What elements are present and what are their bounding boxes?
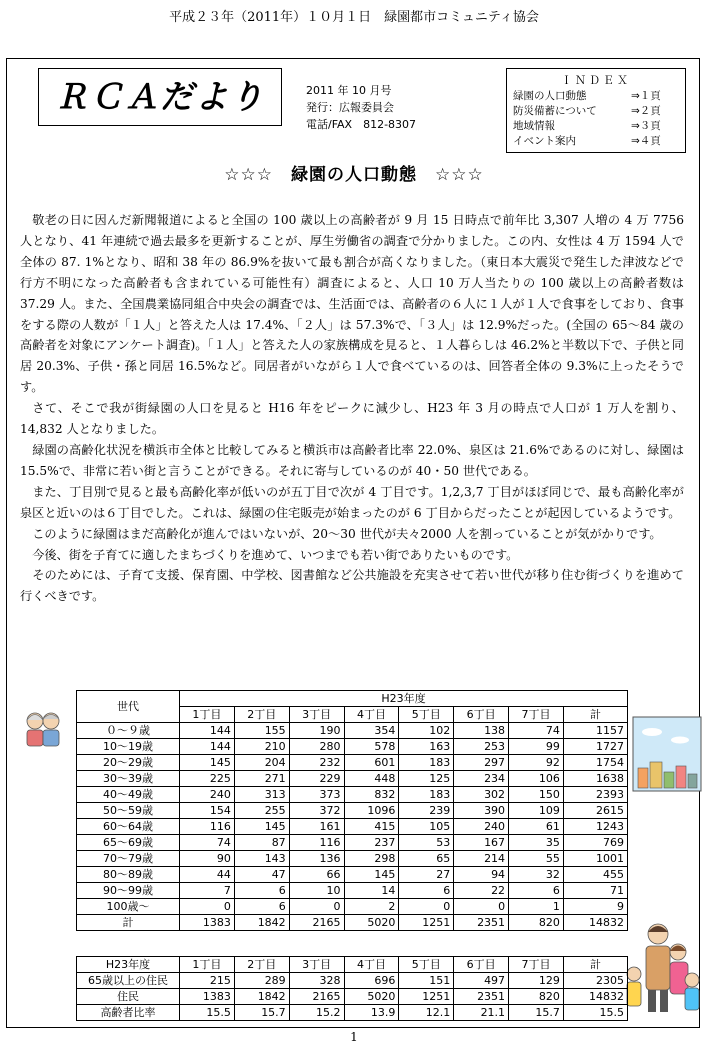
row-label: 90～99歳 bbox=[77, 883, 180, 899]
table-row bbox=[77, 867, 628, 883]
table-cell: 65 bbox=[399, 851, 454, 867]
table-cell: 12.1 bbox=[399, 1005, 454, 1021]
table-cell: 183 bbox=[399, 787, 454, 803]
table-cell: 328 bbox=[289, 973, 344, 989]
column-header: 7丁目 bbox=[509, 957, 564, 973]
table-cell: 280 bbox=[289, 739, 344, 755]
table-cell: 302 bbox=[454, 787, 509, 803]
row-label: 40～49歳 bbox=[77, 787, 180, 803]
table-cell: 15.7 bbox=[234, 1005, 289, 1021]
row-label: 65歳以上の住民 bbox=[77, 973, 180, 989]
publication-info bbox=[306, 82, 416, 133]
table-cell: 7 bbox=[180, 883, 235, 899]
table-cell: 1383 bbox=[180, 989, 235, 1005]
table-cell: 297 bbox=[454, 755, 509, 771]
population-by-age-table bbox=[76, 690, 628, 931]
table-cell: 74 bbox=[180, 835, 235, 851]
table-cell: 116 bbox=[289, 835, 344, 851]
table-cell: 239 bbox=[399, 803, 454, 819]
table-cell: 14832 bbox=[563, 989, 627, 1005]
table-cell: 253 bbox=[454, 739, 509, 755]
table-cell: 99 bbox=[509, 739, 564, 755]
index-item-label: 地域情報 bbox=[513, 120, 555, 132]
table-cell: 102 bbox=[399, 723, 454, 739]
table-cell: 9 bbox=[563, 899, 627, 915]
index-item-label: 防災備蓄について bbox=[513, 105, 597, 117]
table-cell: 2305 bbox=[563, 973, 627, 989]
table-cell: 2393 bbox=[563, 787, 627, 803]
family-illustration bbox=[622, 918, 704, 1018]
column-header: 2丁目 bbox=[234, 957, 289, 973]
table-cell: 1157 bbox=[563, 723, 627, 739]
table-cell: 21.1 bbox=[454, 1005, 509, 1021]
table-cell: 53 bbox=[399, 835, 454, 851]
table-cell: 145 bbox=[234, 819, 289, 835]
row-label: 住民 bbox=[77, 989, 180, 1005]
column-header: 2丁目 bbox=[234, 707, 289, 723]
table-cell: 15.7 bbox=[509, 1005, 564, 1021]
table-cell: 497 bbox=[454, 973, 509, 989]
article-paragraph: 緑園の高齢化状況を横浜市全体と比較してみると横浜市は高齢者比率 22.0%、泉区は 21.6%であるのに対し、緑園は 15.5%で、非常に若い街と言うことができる。それに寄与しているのが 40・50 世代である。 bbox=[20, 442, 684, 478]
elderly-ratio-table bbox=[76, 956, 628, 1021]
table-cell: 1383 bbox=[180, 915, 235, 931]
table-cell: 204 bbox=[234, 755, 289, 771]
column-header: 4丁目 bbox=[344, 957, 399, 973]
index-item bbox=[513, 134, 679, 149]
table-cell: 354 bbox=[344, 723, 399, 739]
table-row bbox=[77, 1005, 628, 1021]
table-cell: 215 bbox=[180, 973, 235, 989]
page-number: 1 bbox=[350, 1030, 358, 1044]
table-cell: 769 bbox=[563, 835, 627, 851]
table-cell: 94 bbox=[454, 867, 509, 883]
table-cell: 820 bbox=[509, 989, 564, 1005]
table-cell: 150 bbox=[509, 787, 564, 803]
table-cell: 372 bbox=[289, 803, 344, 819]
table-cell: 2165 bbox=[289, 915, 344, 931]
issue-date: 2011 年 10 月号 bbox=[306, 84, 392, 97]
table-corner-generation: 世代 bbox=[77, 691, 180, 723]
index-box bbox=[506, 68, 686, 153]
table-cell: 183 bbox=[399, 755, 454, 771]
table-cell: 1842 bbox=[234, 989, 289, 1005]
table-cell: 214 bbox=[454, 851, 509, 867]
row-label: 100歳～ bbox=[77, 899, 180, 915]
table-cell: 44 bbox=[180, 867, 235, 883]
table-cell: 143 bbox=[234, 851, 289, 867]
table-cell: 167 bbox=[454, 835, 509, 851]
column-header: 5丁目 bbox=[399, 707, 454, 723]
city-skyline-illustration bbox=[632, 716, 702, 792]
phone-fax: 電話/FAX 812-8307 bbox=[306, 118, 417, 131]
table-cell: 145 bbox=[180, 755, 235, 771]
index-item bbox=[513, 89, 679, 104]
table-cell: 6 bbox=[234, 899, 289, 915]
row-label: 高齢者比率 bbox=[77, 1005, 180, 1021]
table-cell: 14832 bbox=[563, 915, 627, 931]
table-row bbox=[77, 835, 628, 851]
table-cell: 229 bbox=[289, 771, 344, 787]
table-cell: 138 bbox=[454, 723, 509, 739]
table-cell: 15.5 bbox=[180, 1005, 235, 1021]
table-cell: 2351 bbox=[454, 989, 509, 1005]
table-cell: 237 bbox=[344, 835, 399, 851]
table-cell: 144 bbox=[180, 723, 235, 739]
index-item bbox=[513, 104, 679, 119]
table-row bbox=[77, 739, 628, 755]
table-cell: 2 bbox=[344, 899, 399, 915]
table-cell: 145 bbox=[344, 867, 399, 883]
article-paragraph: 敬老の日に因んだ新聞報道によると全国の 100 歳以上の高齢者が 9 月 15 日時点で前年比 3,307 人増の 4 万 7756 人となり、41 年連続で過去最多を更新することが、厚生労働省の調査で分かりました。この内、女性は 4 万 1594 人で全体の 87. 1%となり、昭和 38 年の 86.9%を抜いて最も割合が高くなりました。（東日本大震災で発生した津波などで行方不明になった高齢者も含まれている可能性有）調査によると、人口 10 万人当たりの 100 歳以上の高齢者数は 37.29 人。また、全国農業協同組合中央会の調査では、生活面では、高齢者の６人に１人が１人で食事をしており、食事をする際の人数が「１人」と答えた人は 17.4%、「２人」は 57.3%で、「３人」は 12.9%だった。(全国の 65～84 歳の高齢者を対象にアンケート調査)。「１人」と答えた人の家族構成を見ると、１人暮らしは 46.2%と半数以下で、子供と同居 20.3%、子供・孫と同居 16.5%など。同居者がいながら１人で食べているのは、回答者全体の 9.3%に上ったそうです。 bbox=[20, 213, 684, 395]
table-row bbox=[77, 723, 628, 739]
table-cell: 125 bbox=[399, 771, 454, 787]
table-cell: 448 bbox=[344, 771, 399, 787]
table-cell: 92 bbox=[509, 755, 564, 771]
table-cell: 578 bbox=[344, 739, 399, 755]
column-header: 計 bbox=[563, 957, 627, 973]
table-cell: 240 bbox=[454, 819, 509, 835]
table-cell: 1251 bbox=[399, 915, 454, 931]
table-cell: 0 bbox=[180, 899, 235, 915]
table-row bbox=[77, 883, 628, 899]
table-cell: 163 bbox=[399, 739, 454, 755]
table-cell: 1096 bbox=[344, 803, 399, 819]
article-body bbox=[20, 210, 684, 607]
column-header: 6丁目 bbox=[454, 957, 509, 973]
column-header: 3丁目 bbox=[289, 957, 344, 973]
table-cell: 1243 bbox=[563, 819, 627, 835]
index-item-page: ⇒３頁 bbox=[631, 120, 661, 132]
table-cell: 27 bbox=[399, 867, 454, 883]
table-cell: 0 bbox=[454, 899, 509, 915]
row-label: 50～59歳 bbox=[77, 803, 180, 819]
row-label: 20～29歳 bbox=[77, 755, 180, 771]
table-cell: 6 bbox=[509, 883, 564, 899]
table-cell: 313 bbox=[234, 787, 289, 803]
table-cell: 87 bbox=[234, 835, 289, 851]
table-cell: 832 bbox=[344, 787, 399, 803]
table-cell: 14 bbox=[344, 883, 399, 899]
column-header: 1丁目 bbox=[180, 707, 235, 723]
table-cell: 1842 bbox=[234, 915, 289, 931]
row-label: 10～19歳 bbox=[77, 739, 180, 755]
table-cell: 298 bbox=[344, 851, 399, 867]
row-label: 65～69歳 bbox=[77, 835, 180, 851]
table-corner-year: H23年度 bbox=[77, 957, 180, 973]
table-cell: 136 bbox=[289, 851, 344, 867]
table-cell: 255 bbox=[234, 803, 289, 819]
table-cell: 66 bbox=[289, 867, 344, 883]
table-cell: 240 bbox=[180, 787, 235, 803]
table-row bbox=[77, 973, 628, 989]
index-item bbox=[513, 119, 679, 134]
table-cell: 6 bbox=[234, 883, 289, 899]
table-cell: 190 bbox=[289, 723, 344, 739]
table-cell: 234 bbox=[454, 771, 509, 787]
table-cell: 35 bbox=[509, 835, 564, 851]
table-cell: 161 bbox=[289, 819, 344, 835]
index-item-label: 緑園の人口動態 bbox=[513, 90, 587, 102]
table-cell: 154 bbox=[180, 803, 235, 819]
table-cell: 1251 bbox=[399, 989, 454, 1005]
article-title: ☆☆☆ 緑園の人口動態 ☆☆☆ bbox=[224, 165, 484, 185]
table-cell: 601 bbox=[344, 755, 399, 771]
row-label: 70～79歳 bbox=[77, 851, 180, 867]
table-cell: 0 bbox=[289, 899, 344, 915]
table-cell: 1754 bbox=[563, 755, 627, 771]
row-label: 80～89歳 bbox=[77, 867, 180, 883]
table-row bbox=[77, 819, 628, 835]
table-cell: 1 bbox=[509, 899, 564, 915]
table-cell: 1727 bbox=[563, 739, 627, 755]
table-row bbox=[77, 771, 628, 787]
column-header: 3丁目 bbox=[289, 707, 344, 723]
index-item-page: ⇒２頁 bbox=[631, 105, 661, 117]
table-cell: 106 bbox=[509, 771, 564, 787]
table-cell: 32 bbox=[509, 867, 564, 883]
table-cell: 155 bbox=[234, 723, 289, 739]
table-cell: 820 bbox=[509, 915, 564, 931]
article-paragraph: さて、そこで我が街緑園の人口を見ると H16 年をピークに減少し、H23 年 3 月の時点で人口が 1 万人を割り、14,832 人となりました。 bbox=[20, 401, 684, 437]
table-row bbox=[77, 851, 628, 867]
table-cell: 129 bbox=[509, 973, 564, 989]
table-cell: 144 bbox=[180, 739, 235, 755]
index-item-page: ⇒４頁 bbox=[631, 135, 661, 147]
table-cell: 210 bbox=[234, 739, 289, 755]
table-cell: 55 bbox=[509, 851, 564, 867]
table-cell: 105 bbox=[399, 819, 454, 835]
table-cell: 696 bbox=[344, 973, 399, 989]
row-label: 60～64歳 bbox=[77, 819, 180, 835]
table-cell: 47 bbox=[234, 867, 289, 883]
column-header: 6丁目 bbox=[454, 707, 509, 723]
newsletter-logo: ＲＣＡだより bbox=[38, 68, 282, 126]
article-paragraph: また、丁目別で見ると最も高齢化率が低いのが五丁目で次が 4 丁目です。1,2,3,7 丁目がほぼ同じで、最も高齢化率が泉区と近いのは６丁目でした。これは、緑園の住宅販売が始まったのが 6 丁目からだったことが起因しているようです。 bbox=[20, 484, 684, 520]
table-cell: 151 bbox=[399, 973, 454, 989]
table-cell: 1638 bbox=[563, 771, 627, 787]
table-group-header: H23年度 bbox=[180, 691, 628, 707]
column-header: 5丁目 bbox=[399, 957, 454, 973]
table-cell: 415 bbox=[344, 819, 399, 835]
table-cell: 15.2 bbox=[289, 1005, 344, 1021]
running-header: 平成２３年（2011年）１０月１日 緑園都市コミュニティ協会 bbox=[169, 10, 539, 25]
table-cell: 5020 bbox=[344, 915, 399, 931]
table-cell: 0 bbox=[399, 899, 454, 915]
table-row bbox=[77, 899, 628, 915]
table-cell: 6 bbox=[399, 883, 454, 899]
table-cell: 5020 bbox=[344, 989, 399, 1005]
table-cell: 116 bbox=[180, 819, 235, 835]
index-title: ＩＮＤＥＸ bbox=[561, 74, 631, 87]
table-cell: 109 bbox=[509, 803, 564, 819]
column-header: 1丁目 bbox=[180, 957, 235, 973]
column-header: 7丁目 bbox=[509, 707, 564, 723]
table-row bbox=[77, 989, 628, 1005]
row-label: 計 bbox=[77, 915, 180, 931]
table-cell: 455 bbox=[563, 867, 627, 883]
elderly-couple-illustration bbox=[22, 708, 64, 748]
column-header: 4丁目 bbox=[344, 707, 399, 723]
table-cell: 289 bbox=[234, 973, 289, 989]
table-cell: 15.5 bbox=[563, 1005, 627, 1021]
publisher: 発行：広報委員会 bbox=[306, 101, 394, 114]
table-cell: 225 bbox=[180, 771, 235, 787]
table-cell: 2615 bbox=[563, 803, 627, 819]
article-paragraph: そのためには、子育て支援、保育園、中学校、図書館など公共施設を充実させて若い世代が移り住む街づくりを進めて行くべきです。 bbox=[20, 568, 684, 604]
table-row bbox=[77, 915, 628, 931]
table-cell: 22 bbox=[454, 883, 509, 899]
table-cell: 390 bbox=[454, 803, 509, 819]
table-row bbox=[77, 755, 628, 771]
row-label: ０～９歳 bbox=[77, 723, 180, 739]
table-cell: 373 bbox=[289, 787, 344, 803]
table-cell: 232 bbox=[289, 755, 344, 771]
table-cell: 1001 bbox=[563, 851, 627, 867]
index-item-page: ⇒１頁 bbox=[631, 90, 661, 102]
table-cell: 71 bbox=[563, 883, 627, 899]
table-cell: 10 bbox=[289, 883, 344, 899]
row-label: 30～39歳 bbox=[77, 771, 180, 787]
table-cell: 13.9 bbox=[344, 1005, 399, 1021]
table-row bbox=[77, 803, 628, 819]
table-cell: 74 bbox=[509, 723, 564, 739]
table-cell: 271 bbox=[234, 771, 289, 787]
article-paragraph: 今後、街を子育てに適したまちづくりを進めて、いつまでも若い街でありたいものです。 bbox=[32, 547, 519, 562]
index-item-label: イベント案内 bbox=[513, 135, 576, 147]
column-header: 計 bbox=[563, 707, 627, 723]
table-cell: 90 bbox=[180, 851, 235, 867]
article-paragraph: このように緑園はまだ高齢化が進んではいないが、20～30 世代が夫々2000 人を割っていることが気がかりです。 bbox=[32, 526, 662, 541]
table-cell: 2165 bbox=[289, 989, 344, 1005]
table-cell: 2351 bbox=[454, 915, 509, 931]
table-cell: 61 bbox=[509, 819, 564, 835]
table-row bbox=[77, 787, 628, 803]
